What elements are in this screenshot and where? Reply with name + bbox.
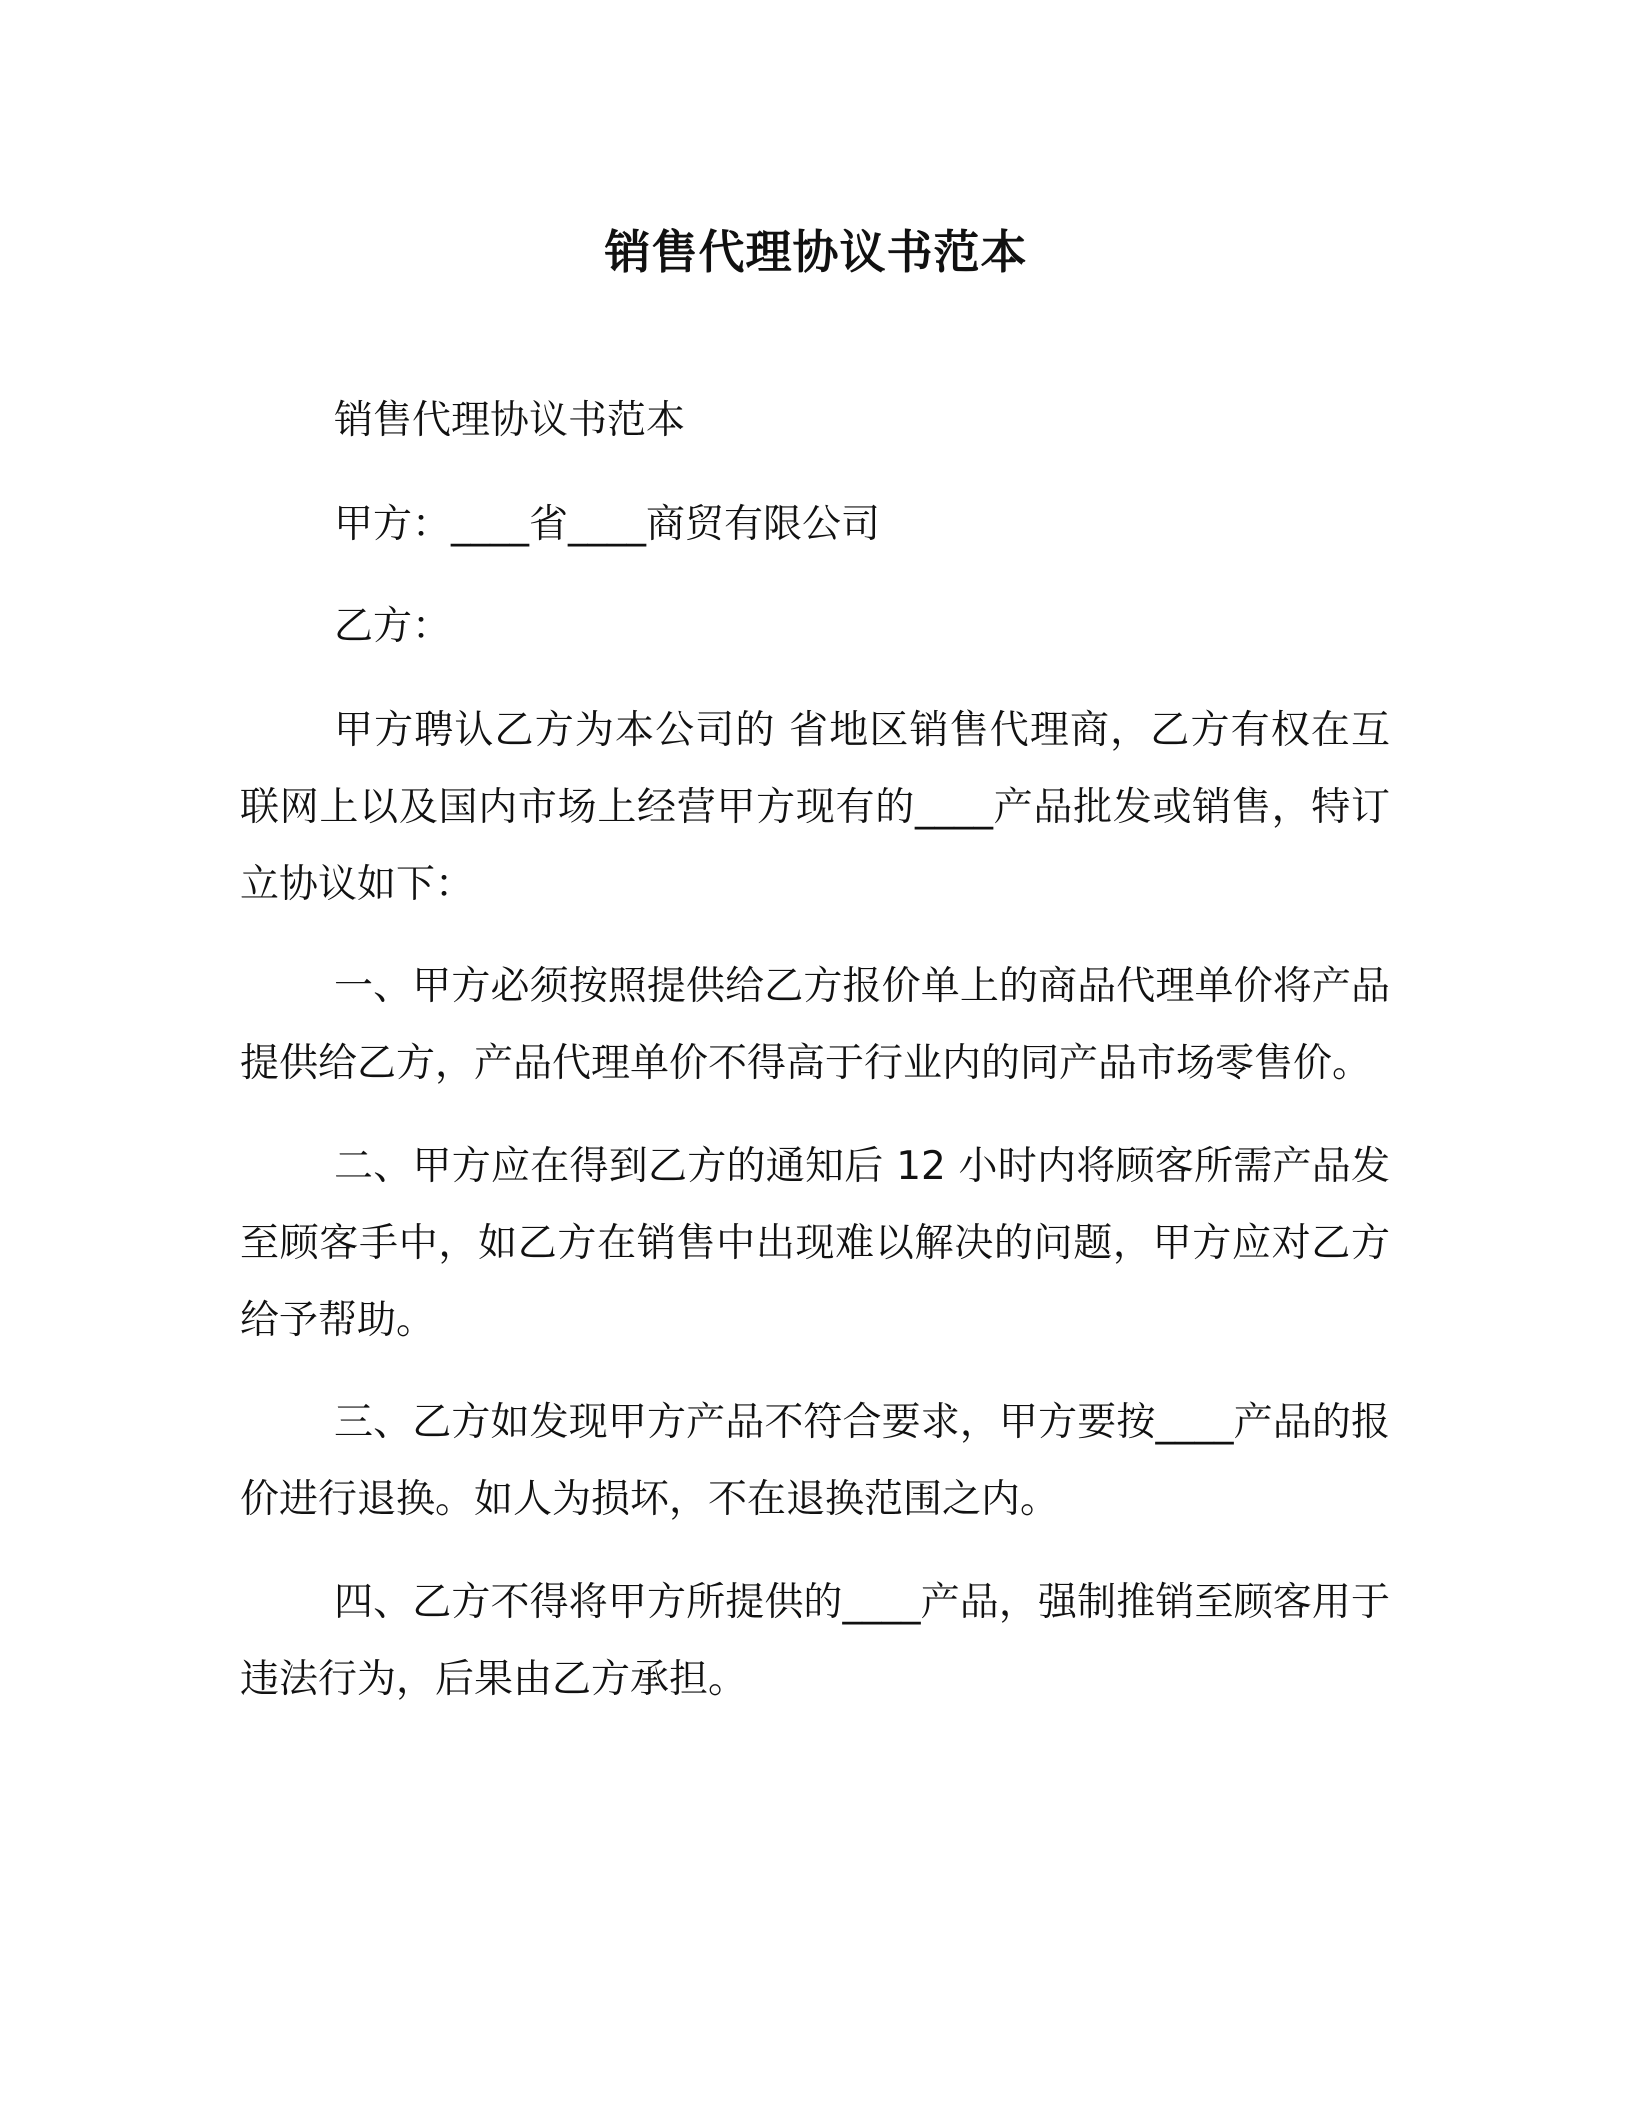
party-a-line: 甲方：____省____商贸有限公司	[334, 502, 881, 547]
intro-paragraph: 甲方聘认乙方为本公司的 省地区销售代理商，乙方有权在互联网上以及国内市场上经营甲方现有的____产品批发或销售，特订立协议如下：	[240, 708, 1390, 907]
document-title: 销售代理协议书范本	[604, 225, 1028, 279]
party-b-line: 乙方：	[334, 604, 452, 649]
document-subtitle: 销售代理协议书范本	[334, 398, 686, 443]
clause-1: 一、甲方必须按照提供给乙方报价单上的商品代理单价将产品提供给乙方，产品代理单价不得高于行业内的同产品市场零售价。	[240, 964, 1390, 1086]
clause-2: 二、甲方应在得到乙方的通知后 12 小时内将顾客所需产品发至顾客手中，如乙方在销售中出现难以解决的问题，甲方应对乙方给予帮助。	[240, 1144, 1390, 1343]
clause-4: 四、乙方不得将甲方所提供的____产品，强制推销至顾客用于违法行为，后果由乙方承担。	[240, 1580, 1390, 1702]
clause-3: 三、乙方如发现甲方产品不符合要求，甲方要按____产品的报价进行退换。如人为损坏，不在退换范围之内。	[240, 1400, 1390, 1522]
